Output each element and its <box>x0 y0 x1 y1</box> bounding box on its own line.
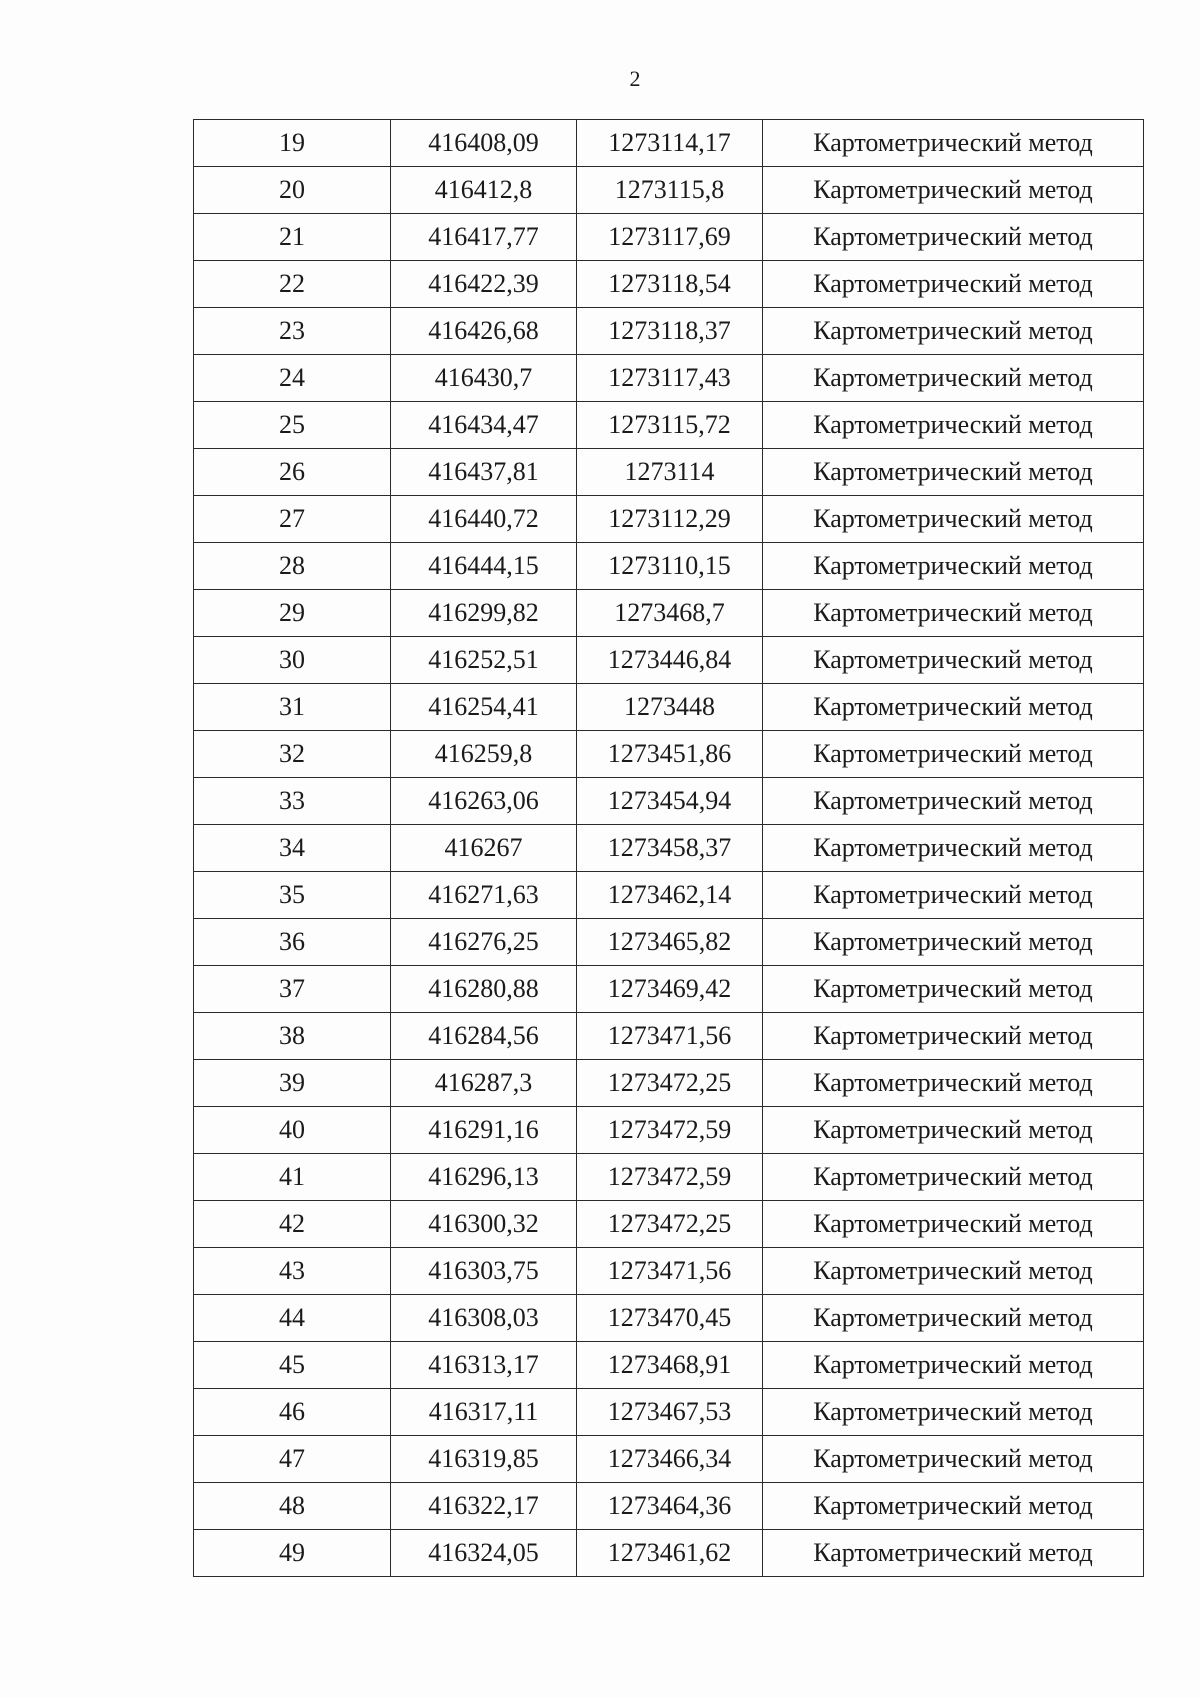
y-coordinate-cell: 1273468,7 <box>577 590 763 637</box>
x-coordinate-cell: 416434,47 <box>391 402 577 449</box>
table-row <box>194 1154 1144 1201</box>
x-coordinate-cell: 416319,85 <box>391 1436 577 1483</box>
x-coordinate-cell: 416299,82 <box>391 590 577 637</box>
y-coordinate-cell: 1273472,25 <box>577 1060 763 1107</box>
coordinates-table <box>193 119 1144 1577</box>
x-coordinate-cell: 416426,68 <box>391 308 577 355</box>
method-cell: Картометрический метод <box>763 1530 1144 1577</box>
y-coordinate-cell: 1273471,56 <box>577 1248 763 1295</box>
table-row <box>194 1436 1144 1483</box>
x-coordinate-cell: 416412,8 <box>391 167 577 214</box>
table-row <box>194 1295 1144 1342</box>
method-cell: Картометрический метод <box>763 496 1144 543</box>
x-coordinate-cell: 416303,75 <box>391 1248 577 1295</box>
point-number-cell: 43 <box>194 1248 391 1295</box>
method-cell: Картометрический метод <box>763 1201 1144 1248</box>
y-coordinate-cell: 1273472,59 <box>577 1154 763 1201</box>
point-number-cell: 31 <box>194 684 391 731</box>
method-cell: Картометрический метод <box>763 872 1144 919</box>
y-coordinate-cell: 1273470,45 <box>577 1295 763 1342</box>
point-number-cell: 25 <box>194 402 391 449</box>
x-coordinate-cell: 416300,32 <box>391 1201 577 1248</box>
x-coordinate-cell: 416440,72 <box>391 496 577 543</box>
point-number-cell: 49 <box>194 1530 391 1577</box>
x-coordinate-cell: 416267 <box>391 825 577 872</box>
y-coordinate-cell: 1273458,37 <box>577 825 763 872</box>
x-coordinate-cell: 416444,15 <box>391 543 577 590</box>
point-number-cell: 35 <box>194 872 391 919</box>
table-row <box>194 966 1144 1013</box>
table-row <box>194 1342 1144 1389</box>
x-coordinate-cell: 416430,7 <box>391 355 577 402</box>
y-coordinate-cell: 1273466,34 <box>577 1436 763 1483</box>
point-number-cell: 22 <box>194 261 391 308</box>
method-cell: Картометрический метод <box>763 261 1144 308</box>
point-number-cell: 24 <box>194 355 391 402</box>
x-coordinate-cell: 416322,17 <box>391 1483 577 1530</box>
x-coordinate-cell: 416317,11 <box>391 1389 577 1436</box>
table-row <box>194 496 1144 543</box>
point-number-cell: 30 <box>194 637 391 684</box>
method-cell: Картометрический метод <box>763 308 1144 355</box>
point-number-cell: 34 <box>194 825 391 872</box>
x-coordinate-cell: 416263,06 <box>391 778 577 825</box>
point-number-cell: 19 <box>194 120 391 167</box>
table-row <box>194 1013 1144 1060</box>
point-number-cell: 36 <box>194 919 391 966</box>
method-cell: Картометрический метод <box>763 1013 1144 1060</box>
x-coordinate-cell: 416324,05 <box>391 1530 577 1577</box>
method-cell: Картометрический метод <box>763 543 1144 590</box>
y-coordinate-cell: 1273468,91 <box>577 1342 763 1389</box>
y-coordinate-cell: 1273118,54 <box>577 261 763 308</box>
y-coordinate-cell: 1273469,42 <box>577 966 763 1013</box>
point-number-cell: 48 <box>194 1483 391 1530</box>
y-coordinate-cell: 1273448 <box>577 684 763 731</box>
x-coordinate-cell: 416252,51 <box>391 637 577 684</box>
y-coordinate-cell: 1273115,8 <box>577 167 763 214</box>
x-coordinate-cell: 416291,16 <box>391 1107 577 1154</box>
y-coordinate-cell: 1273454,94 <box>577 778 763 825</box>
table-row <box>194 308 1144 355</box>
y-coordinate-cell: 1273112,29 <box>577 496 763 543</box>
table-row <box>194 1530 1144 1577</box>
table-row <box>194 120 1144 167</box>
table-row <box>194 872 1144 919</box>
y-coordinate-cell: 1273118,37 <box>577 308 763 355</box>
table-row <box>194 261 1144 308</box>
table-row <box>194 543 1144 590</box>
x-coordinate-cell: 416254,41 <box>391 684 577 731</box>
table-row <box>194 449 1144 496</box>
y-coordinate-cell: 1273465,82 <box>577 919 763 966</box>
table-row <box>194 355 1144 402</box>
x-coordinate-cell: 416408,09 <box>391 120 577 167</box>
method-cell: Картометрический метод <box>763 1060 1144 1107</box>
table-row <box>194 825 1144 872</box>
point-number-cell: 21 <box>194 214 391 261</box>
coordinates-table-body <box>194 120 1144 1577</box>
method-cell: Картометрический метод <box>763 637 1144 684</box>
method-cell: Картометрический метод <box>763 778 1144 825</box>
method-cell: Картометрический метод <box>763 1483 1144 1530</box>
y-coordinate-cell: 1273117,69 <box>577 214 763 261</box>
table-row <box>194 919 1144 966</box>
method-cell: Картометрический метод <box>763 1295 1144 1342</box>
y-coordinate-cell: 1273472,25 <box>577 1201 763 1248</box>
x-coordinate-cell: 416280,88 <box>391 966 577 1013</box>
method-cell: Картометрический метод <box>763 355 1144 402</box>
method-cell: Картометрический метод <box>763 167 1144 214</box>
method-cell: Картометрический метод <box>763 1389 1144 1436</box>
table-row <box>194 1389 1144 1436</box>
x-coordinate-cell: 416417,77 <box>391 214 577 261</box>
table-row <box>194 778 1144 825</box>
table-row <box>194 684 1144 731</box>
y-coordinate-cell: 1273462,14 <box>577 872 763 919</box>
point-number-cell: 44 <box>194 1295 391 1342</box>
point-number-cell: 32 <box>194 731 391 778</box>
method-cell: Картометрический метод <box>763 590 1144 637</box>
table-row <box>194 731 1144 778</box>
point-number-cell: 29 <box>194 590 391 637</box>
x-coordinate-cell: 416313,17 <box>391 1342 577 1389</box>
y-coordinate-cell: 1273114 <box>577 449 763 496</box>
point-number-cell: 41 <box>194 1154 391 1201</box>
table-row <box>194 1201 1144 1248</box>
point-number-cell: 45 <box>194 1342 391 1389</box>
point-number-cell: 42 <box>194 1201 391 1248</box>
point-number-cell: 47 <box>194 1436 391 1483</box>
y-coordinate-cell: 1273471,56 <box>577 1013 763 1060</box>
method-cell: Картометрический метод <box>763 1107 1144 1154</box>
method-cell: Картометрический метод <box>763 214 1144 261</box>
y-coordinate-cell: 1273110,15 <box>577 543 763 590</box>
method-cell: Картометрический метод <box>763 449 1144 496</box>
point-number-cell: 37 <box>194 966 391 1013</box>
table-row <box>194 1248 1144 1295</box>
y-coordinate-cell: 1273446,84 <box>577 637 763 684</box>
table-row <box>194 167 1144 214</box>
x-coordinate-cell: 416287,3 <box>391 1060 577 1107</box>
x-coordinate-cell: 416296,13 <box>391 1154 577 1201</box>
method-cell: Картометрический метод <box>763 966 1144 1013</box>
table-row <box>194 637 1144 684</box>
y-coordinate-cell: 1273464,36 <box>577 1483 763 1530</box>
x-coordinate-cell: 416276,25 <box>391 919 577 966</box>
table-row <box>194 1483 1144 1530</box>
y-coordinate-cell: 1273115,72 <box>577 402 763 449</box>
y-coordinate-cell: 1273117,43 <box>577 355 763 402</box>
page-number: 2 <box>629 66 641 91</box>
point-number-cell: 46 <box>194 1389 391 1436</box>
method-cell: Картометрический метод <box>763 684 1144 731</box>
table-row <box>194 1060 1144 1107</box>
point-number-cell: 20 <box>194 167 391 214</box>
table-row <box>194 590 1144 637</box>
method-cell: Картометрический метод <box>763 731 1144 778</box>
x-coordinate-cell: 416271,63 <box>391 872 577 919</box>
point-number-cell: 33 <box>194 778 391 825</box>
point-number-cell: 27 <box>194 496 391 543</box>
table-row <box>194 1107 1144 1154</box>
method-cell: Картометрический метод <box>763 1154 1144 1201</box>
point-number-cell: 40 <box>194 1107 391 1154</box>
point-number-cell: 38 <box>194 1013 391 1060</box>
point-number-cell: 26 <box>194 449 391 496</box>
x-coordinate-cell: 416284,56 <box>391 1013 577 1060</box>
y-coordinate-cell: 1273114,17 <box>577 120 763 167</box>
table-row <box>194 214 1144 261</box>
y-coordinate-cell: 1273461,62 <box>577 1530 763 1577</box>
method-cell: Картометрический метод <box>763 1436 1144 1483</box>
method-cell: Картометрический метод <box>763 402 1144 449</box>
x-coordinate-cell: 416259,8 <box>391 731 577 778</box>
x-coordinate-cell: 416308,03 <box>391 1295 577 1342</box>
y-coordinate-cell: 1273467,53 <box>577 1389 763 1436</box>
point-number-cell: 39 <box>194 1060 391 1107</box>
method-cell: Картометрический метод <box>763 919 1144 966</box>
point-number-cell: 23 <box>194 308 391 355</box>
y-coordinate-cell: 1273472,59 <box>577 1107 763 1154</box>
y-coordinate-cell: 1273451,86 <box>577 731 763 778</box>
method-cell: Картометрический метод <box>763 1248 1144 1295</box>
x-coordinate-cell: 416422,39 <box>391 261 577 308</box>
method-cell: Картометрический метод <box>763 1342 1144 1389</box>
method-cell: Картометрический метод <box>763 825 1144 872</box>
method-cell: Картометрический метод <box>763 120 1144 167</box>
table-row <box>194 402 1144 449</box>
point-number-cell: 28 <box>194 543 391 590</box>
x-coordinate-cell: 416437,81 <box>391 449 577 496</box>
